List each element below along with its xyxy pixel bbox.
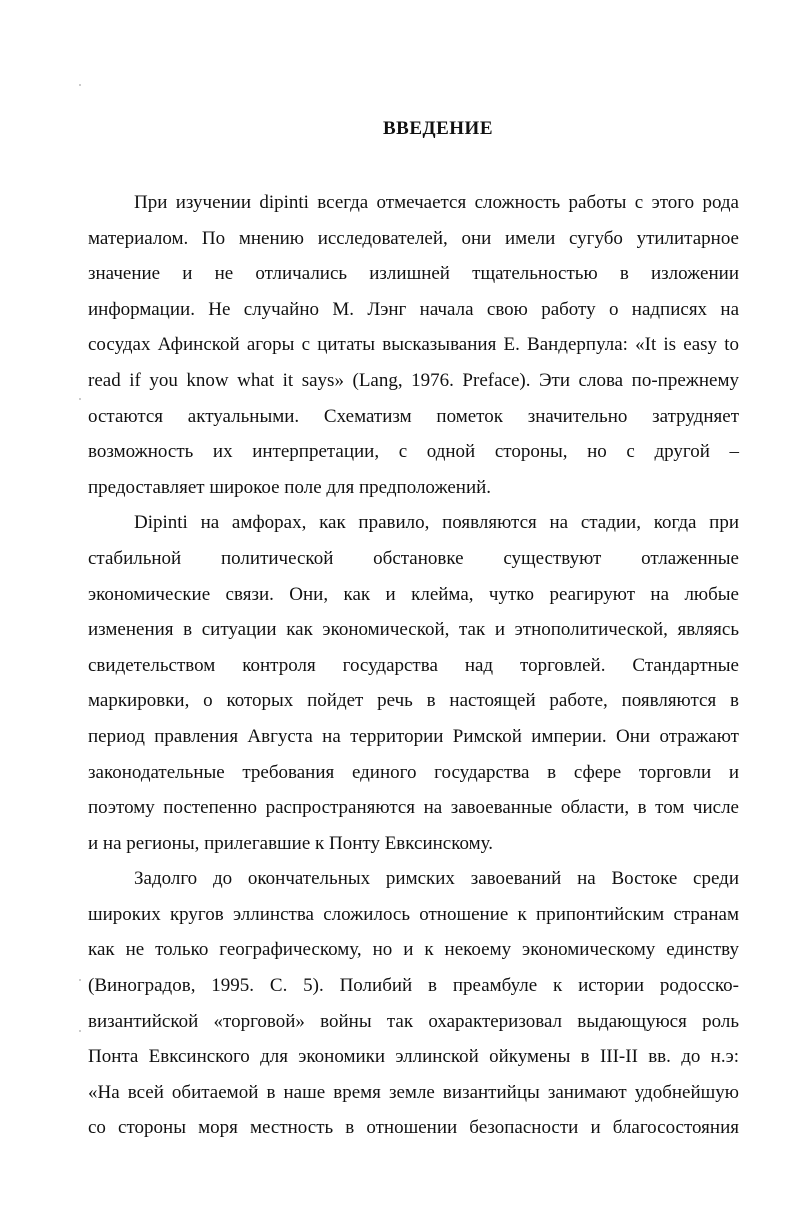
text-line: сосудах Афинской агоры с цитаты высказывания Е. Вандерпула: «It is easy to — [88, 334, 739, 356]
text-line: «На всей обитаемой в наше время земле византийцы занимают удобнейшую — [88, 1081, 739, 1103]
text-line: византийской «торговой» войны так охарактеризовал выдающуюся роль — [88, 1010, 739, 1032]
text-line: маркировки, о которых пойдет речь в настоящей работе, появляются в — [88, 690, 739, 712]
text-line: Dipinti на амфорах, как правило, появляются на стадии, когда при — [134, 512, 739, 534]
text-line: поэтому постепенно распространяются на завоеванные области, в том числе — [88, 797, 739, 819]
text-line: значение и не отличались излишней тщательностью в изложении — [88, 263, 739, 285]
scan-speck — [79, 84, 81, 86]
text-line: как не только географическому, но и к некоему экономическому единству — [88, 939, 739, 961]
text-line: остаются актуальными. Схематизм пометок значительно затрудняет — [88, 405, 739, 427]
text-line: Задолго до окончательных римских завоеваний на Востоке среди — [134, 868, 739, 890]
text-line: (Виноградов, 1995. С. 5). Полибий в преамбуле к истории родосско- — [88, 975, 739, 997]
scan-speck — [79, 979, 81, 981]
body-text — [88, 185, 739, 1146]
text-line: read if you know what it says» (Lang, 1976. Preface). Эти слова по-прежнему — [88, 369, 739, 391]
scan-speck — [79, 398, 81, 400]
text-line: и на регионы, прилегавшие к Понту Евксинскому. — [88, 832, 494, 854]
text-line: изменения в ситуации как экономической, так и этнополитической, являясь — [88, 619, 739, 641]
text-line: предоставляет широкое поле для предположений. — [88, 476, 492, 498]
text-line: При изучении dipinti всегда отмечается сложность работы с этого рода — [134, 192, 739, 213]
page-title: ВВЕДЕНИЕ — [383, 118, 493, 139]
text-line: со стороны моря местность в отношении безопасности и благосостояния — [88, 1117, 739, 1139]
scan-speck — [79, 1030, 81, 1032]
text-line: широких кругов эллинства сложилось отношение к припонтийским странам — [88, 903, 739, 925]
text-line: Понта Евксинского для экономики эллинской ойкумены в III-II вв. до н.э: — [88, 1046, 739, 1068]
text-line: стабильной политической обстановке существуют отлаженные — [88, 547, 739, 569]
text-line: возможность их интерпретации, с одной стороны, но с другой – — [88, 441, 739, 463]
text-line: материалом. По мнению исследователей, они имели сугубо утилитарное — [88, 227, 739, 249]
text-line: свидетельством контроля государства над торговлей. Стандартные — [88, 654, 739, 676]
text-line: законодательные требования единого государства в сфере торговли и — [88, 761, 739, 783]
text-line: информации. Не случайно М. Лэнг начала свою работу о надписях на — [88, 298, 739, 320]
text-line: экономические связи. Они, как и клейма, чутко реагируют на любые — [88, 583, 739, 605]
text-line: период правления Августа на территории Римской империи. Они отражают — [88, 725, 739, 747]
